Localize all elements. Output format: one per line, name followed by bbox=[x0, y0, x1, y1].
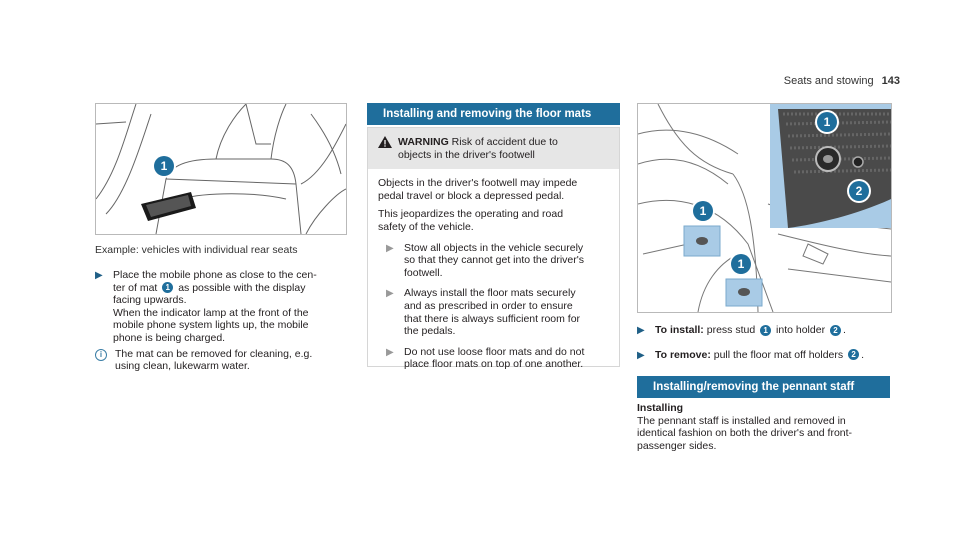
remove-step: ▶ To remove: pull the floor mat off holders 2 . bbox=[637, 348, 864, 361]
pennant-section-body bbox=[637, 402, 897, 452]
text-line: passenger sides. bbox=[637, 439, 717, 452]
figure-callout-1: 1 bbox=[731, 254, 751, 274]
header-section-title: Seats and stowing bbox=[783, 75, 874, 87]
arrow-icon: ▶ bbox=[95, 270, 103, 281]
text-line: Place the mobile phone as close to the cen- bbox=[113, 269, 317, 281]
armrest-figure bbox=[95, 103, 347, 235]
left-instructions bbox=[95, 269, 355, 373]
arrow-icon: ▶ bbox=[637, 349, 645, 361]
install-step: ▶ To install: press stud 1 into holder 2 . bbox=[637, 324, 846, 336]
armrest-illustration bbox=[96, 104, 346, 234]
arrow-icon: ▶ bbox=[637, 325, 645, 336]
running-header bbox=[784, 75, 900, 87]
paragraph: Objects in the driver's footwell may impede pedal travel or block a depressed pedal. bbox=[378, 177, 578, 202]
text-line: using clean, lukewarm water. bbox=[115, 360, 250, 373]
note bbox=[95, 348, 355, 373]
text-line: identical fashion on both the driver's and front- bbox=[637, 427, 853, 440]
text-line: The pennant staff is installed and removed in bbox=[637, 414, 846, 427]
warning-label: WARNING bbox=[398, 136, 449, 148]
info-icon: i bbox=[95, 349, 107, 361]
paragraph: This jeopardizes the operating and road safety of the vehicle. bbox=[378, 208, 564, 233]
text-line: ter of mat 1 as possible with the display bbox=[113, 281, 306, 294]
floor-mat-illustration bbox=[638, 104, 891, 312]
text-line: mobile phone system lights up, the mobile bbox=[113, 319, 309, 332]
callout-badge: 2 bbox=[830, 325, 841, 336]
floor-mat-figure bbox=[637, 103, 892, 313]
right-instructions bbox=[637, 324, 907, 362]
install-label: To install: bbox=[655, 324, 704, 336]
remove-label: To remove: bbox=[655, 348, 711, 361]
sub-heading: Installing bbox=[637, 402, 684, 414]
text-line: objects in the driver's footwell bbox=[398, 148, 535, 161]
callout-badge: 1 bbox=[760, 325, 771, 336]
page-number: 143 bbox=[881, 75, 900, 87]
callout-badge: 2 bbox=[848, 349, 859, 360]
warning-triangle-icon bbox=[378, 136, 398, 161]
figure-callout-1: 1 bbox=[693, 201, 713, 221]
warning-bullet: ▶ Do not use loose floor mats and do not place floor mats on top of one another. bbox=[386, 345, 585, 371]
warning-header bbox=[368, 128, 619, 169]
figure-caption: Example: vehicles with individual rear seats bbox=[95, 244, 298, 256]
section-title-floor-mats: Installing and removing the floor mats bbox=[367, 103, 620, 125]
figure-callout-2: 2 bbox=[849, 181, 869, 201]
figure-callout-1: 1 bbox=[817, 112, 837, 132]
text-line: facing upwards. bbox=[113, 294, 187, 307]
warning-bullet: ▶ Always install the floor mats securely and as prescribed in order to ensure that there is always sufficient room for the pedals. bbox=[386, 287, 581, 338]
text-line: WARNING Risk of accident due to bbox=[398, 136, 558, 148]
arrow-icon: ▶ bbox=[386, 242, 394, 254]
text-line: When the indicator lamp at the front of the bbox=[113, 306, 309, 319]
text-line: The mat can be removed for cleaning, e.g. bbox=[115, 347, 313, 360]
callout-badge: 1 bbox=[162, 282, 173, 293]
arrow-icon: ▶ bbox=[386, 288, 394, 300]
warning-bullet: ▶ Stow all objects in the vehicle securely so that they cannot get into the driver's footwell. bbox=[386, 241, 585, 279]
text-line: phone is being charged. bbox=[113, 331, 226, 344]
instruction-bullet bbox=[95, 269, 355, 345]
figure-callout: 1 bbox=[154, 156, 174, 176]
warning-box bbox=[367, 127, 620, 371]
arrow-icon: ▶ bbox=[386, 346, 394, 358]
warning-body bbox=[368, 169, 619, 387]
section-title-pennant-staff: Installing/removing the pennant staff bbox=[637, 376, 890, 398]
